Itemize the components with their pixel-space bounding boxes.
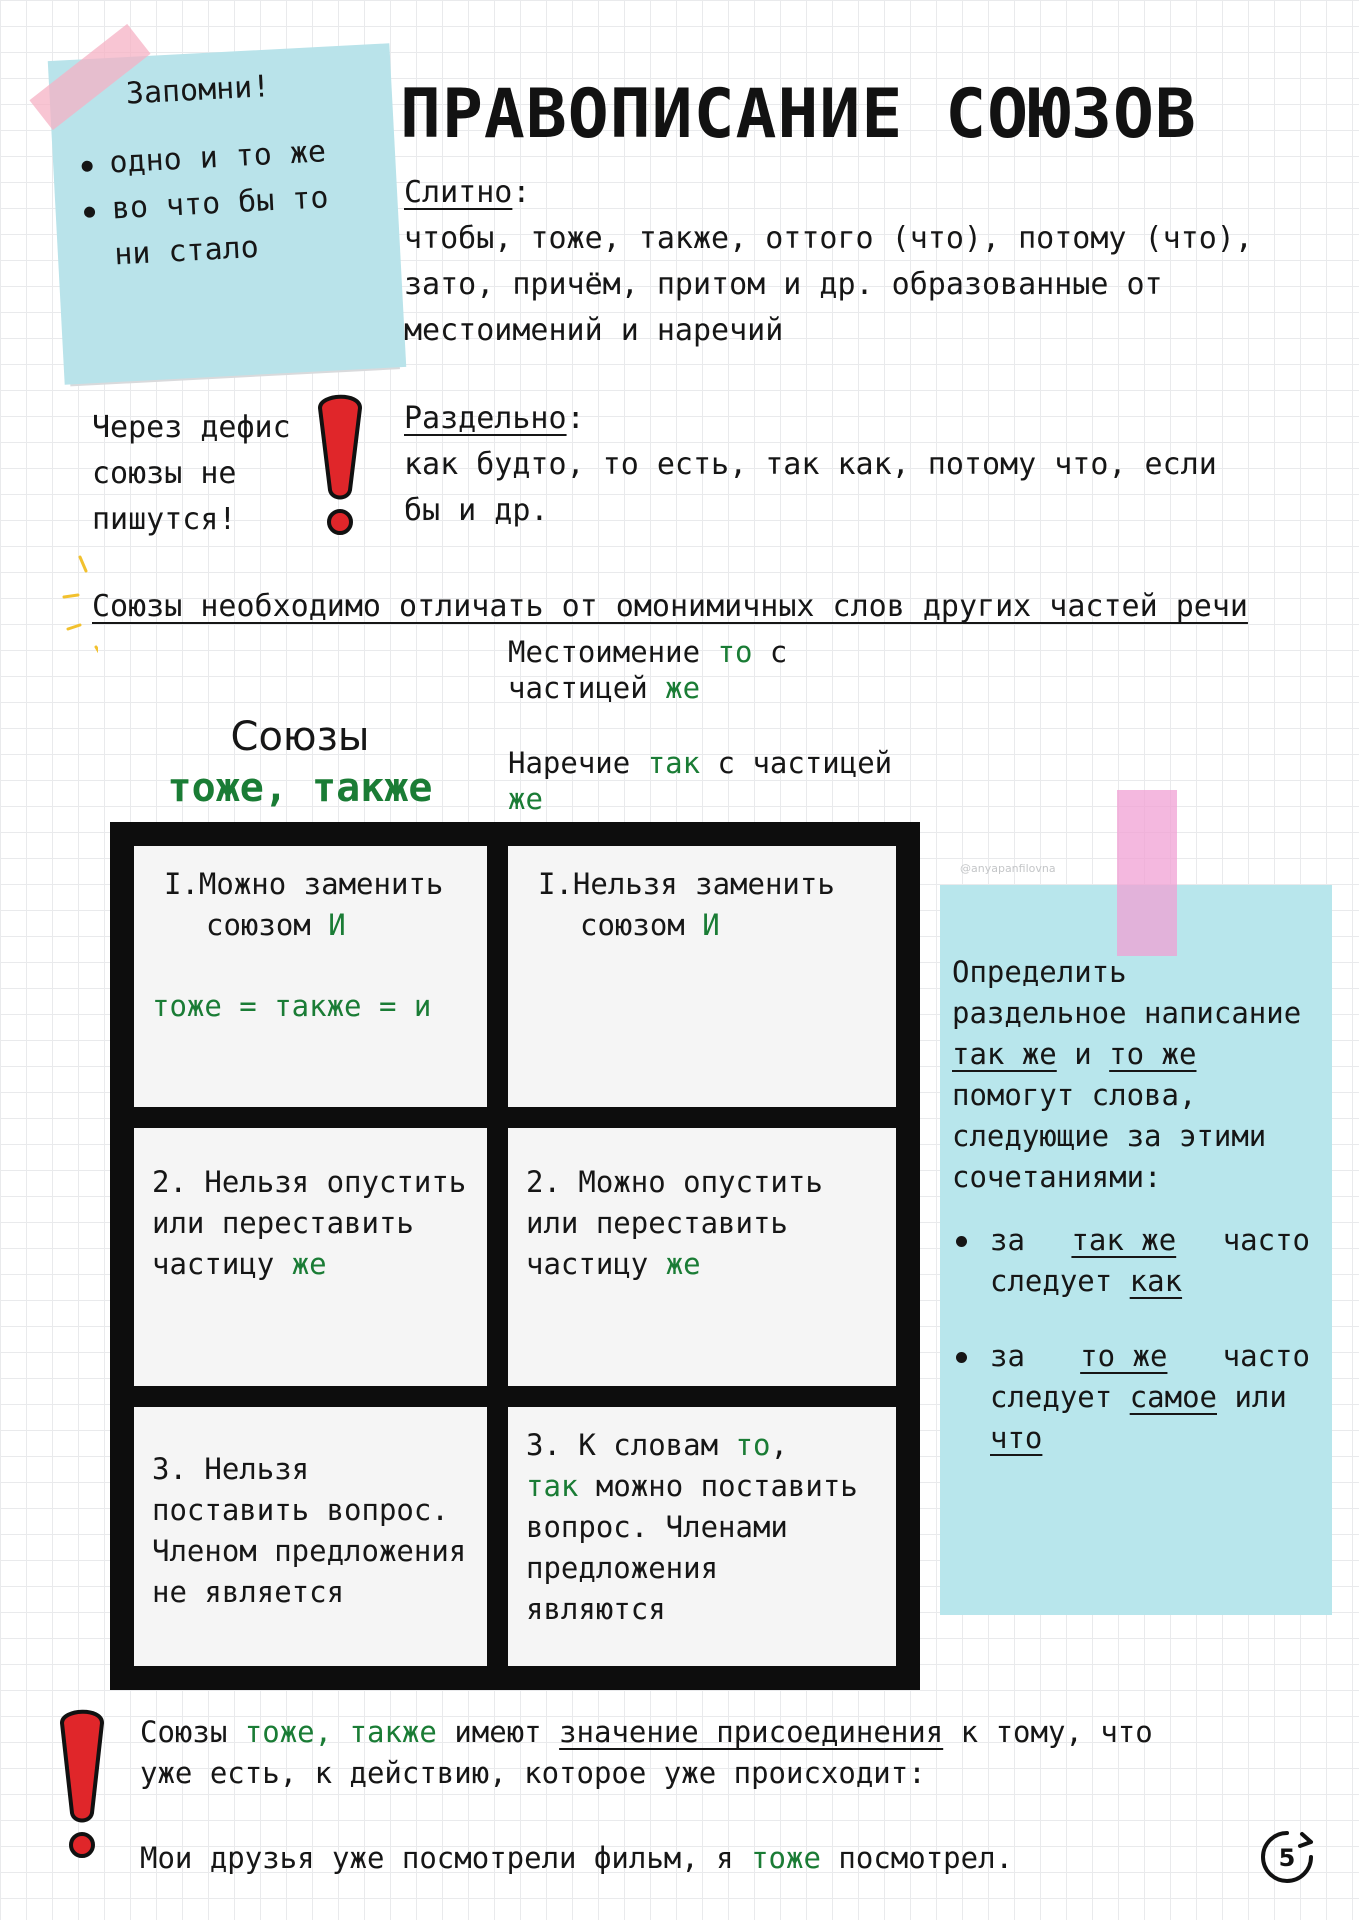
solid-line: чтобы, тоже, также, оттого (что), потому (что), bbox=[404, 221, 1253, 256]
tip-line: раздельное написание bbox=[952, 996, 1302, 1030]
note-text: к тому, что bbox=[960, 1715, 1153, 1749]
example-text: посмотрел. bbox=[838, 1841, 1014, 1875]
colon: : bbox=[566, 401, 585, 436]
cell-text: поставить вопрос. bbox=[152, 1493, 449, 1527]
cell-text: частицу bbox=[526, 1247, 649, 1281]
separate-spelling-section bbox=[404, 396, 1334, 534]
cell-text: 2. Можно опустить bbox=[526, 1165, 823, 1199]
tip-line: часто bbox=[1222, 1223, 1310, 1257]
pronoun-particle-prefix: частицей bbox=[508, 671, 648, 705]
conjunction-meaning-note bbox=[140, 1712, 1290, 1794]
cell-text: частицу bbox=[152, 1247, 275, 1281]
cell-text: 2. Нельзя опустить bbox=[152, 1165, 467, 1199]
tip-line: сочетаниями: bbox=[952, 1160, 1162, 1194]
note-text: Союзы bbox=[140, 1715, 228, 1749]
cell-formula: тоже = также = и bbox=[152, 989, 432, 1023]
solid-line: местоимений и наречий bbox=[404, 313, 784, 348]
watermark: @anyapanfilovna bbox=[960, 862, 1056, 875]
adverb-particle: же bbox=[508, 782, 543, 816]
pronoun-word: то bbox=[717, 635, 753, 669]
distinguish-statement: Союзы необходимо отличать от омонимичных слов других частей речи bbox=[92, 589, 1248, 624]
sticky-note-title: Запомни! bbox=[125, 69, 272, 112]
cell-text: союзом bbox=[580, 908, 685, 942]
conjunctions-heading-words: тоже, также bbox=[167, 765, 433, 811]
cell-text: I.Нельзя заменить bbox=[538, 867, 835, 901]
note-accent: тоже, также bbox=[244, 1715, 437, 1749]
cell-accent: И bbox=[328, 908, 346, 942]
hyphen-note bbox=[92, 405, 322, 543]
cell-accent: И bbox=[702, 908, 720, 942]
hyphen-note-line: пишутся! bbox=[92, 502, 237, 537]
table-cell bbox=[134, 1407, 487, 1666]
note-text: уже есть, к действию, которое уже происходит: bbox=[140, 1756, 926, 1790]
cell-text: I.Можно заменить bbox=[164, 867, 444, 901]
solid-spelling-section bbox=[404, 170, 1334, 354]
solid-label: Слитно bbox=[404, 175, 513, 210]
adverb-heading bbox=[508, 745, 928, 817]
tip-underlined-word: самое bbox=[1129, 1380, 1217, 1414]
cell-accent: так bbox=[526, 1469, 579, 1503]
pronoun-mid: с bbox=[769, 635, 788, 669]
cell-text: 3. К словам bbox=[526, 1428, 719, 1462]
tip-underlined-word: то же bbox=[1080, 1339, 1168, 1373]
tip-line: Определить bbox=[952, 955, 1127, 989]
table-cell bbox=[134, 1128, 487, 1386]
tip-line: помогут слова, bbox=[952, 1078, 1197, 1112]
conjunctions-heading-label: Союзы bbox=[230, 714, 370, 760]
tip-line: следует bbox=[990, 1264, 1113, 1298]
sticky-note-text bbox=[75, 58, 395, 280]
comparison-table bbox=[110, 822, 920, 1690]
cell-text: предложения bbox=[526, 1551, 719, 1585]
cell-text: или переставить bbox=[152, 1206, 414, 1240]
cell-accent: же bbox=[291, 1247, 327, 1281]
hyphen-note-line: Через дефис bbox=[92, 410, 291, 445]
separate-label: Раздельно bbox=[404, 401, 567, 436]
page-number-badge bbox=[1258, 1828, 1316, 1886]
tip-underlined-word: так же bbox=[1071, 1223, 1177, 1257]
tip-line: следующие за этими bbox=[952, 1119, 1267, 1153]
adverb-prefix: Наречие bbox=[508, 746, 631, 780]
tip-line: следует bbox=[990, 1380, 1113, 1414]
cell-accent: же bbox=[665, 1247, 701, 1281]
example-accent: тоже bbox=[751, 1841, 821, 1875]
tip-underlined-word: как bbox=[1129, 1264, 1183, 1298]
tip-line: за bbox=[990, 1339, 1025, 1373]
tape-strip bbox=[1117, 790, 1177, 956]
cell-text: союзом bbox=[206, 908, 311, 942]
example-sentence bbox=[140, 1838, 1140, 1879]
pronoun-particle: же bbox=[665, 671, 701, 705]
tip-bullet bbox=[952, 1336, 1330, 1459]
tip-note-text bbox=[952, 952, 1330, 1459]
cell-text: Членом предложения bbox=[152, 1534, 467, 1568]
table-cell bbox=[508, 1128, 896, 1386]
table-cell bbox=[508, 1407, 896, 1666]
note-text: имеют bbox=[454, 1715, 542, 1749]
cell-text: вопрос. Членами bbox=[526, 1510, 788, 1544]
page-title: ПРАВОПИСАНИЕ СОЮЗОВ bbox=[400, 75, 1197, 154]
tip-line: и bbox=[1074, 1037, 1092, 1071]
tip-line: или bbox=[1234, 1380, 1287, 1414]
page-number: 5 bbox=[1278, 1844, 1296, 1872]
cell-accent: то bbox=[735, 1428, 771, 1462]
note-underlined: значение присоединения bbox=[559, 1715, 944, 1749]
colon: : bbox=[512, 175, 531, 210]
sticky-note-item-continued: ни стало bbox=[113, 229, 260, 273]
exclamation-icon bbox=[310, 390, 370, 540]
hyphen-note-line: союзы не bbox=[92, 456, 237, 491]
separate-line: бы и др. bbox=[404, 493, 549, 528]
conjunctions-heading bbox=[150, 712, 450, 814]
cell-text: не является bbox=[152, 1575, 345, 1609]
adverb-mid: с частицей bbox=[717, 746, 893, 780]
cell-text: можно поставить bbox=[595, 1469, 858, 1503]
tip-underlined-word: что bbox=[990, 1421, 1043, 1455]
table-cell bbox=[134, 846, 487, 1107]
pronoun-heading bbox=[508, 634, 898, 706]
tip-underlined-word: то же bbox=[1109, 1037, 1197, 1071]
cell-text: или переставить bbox=[526, 1206, 788, 1240]
pronoun-prefix: Местоимение bbox=[508, 635, 701, 669]
solid-line: зато, причём, притом и др. образованные от bbox=[404, 267, 1163, 302]
tip-underlined-word: так же bbox=[952, 1037, 1057, 1071]
example-text: Мои друзья уже посмотрели фильм, я bbox=[140, 1841, 734, 1875]
cell-text: , bbox=[770, 1428, 788, 1462]
tip-line: часто bbox=[1222, 1339, 1310, 1373]
exclamation-icon bbox=[52, 1705, 112, 1863]
sticky-note-item: одно и то же bbox=[78, 126, 390, 188]
cell-text: 3. Нельзя bbox=[152, 1452, 310, 1486]
table-cell bbox=[508, 846, 896, 1107]
tip-line: за bbox=[990, 1223, 1025, 1257]
adverb-word: так bbox=[647, 746, 701, 780]
separate-line: как будто, то есть, так как, потому что, если bbox=[404, 447, 1217, 482]
sticky-note-item: во что бы то bbox=[81, 172, 393, 234]
cell-text: являются bbox=[526, 1592, 666, 1626]
tip-bullet bbox=[952, 1220, 1330, 1302]
